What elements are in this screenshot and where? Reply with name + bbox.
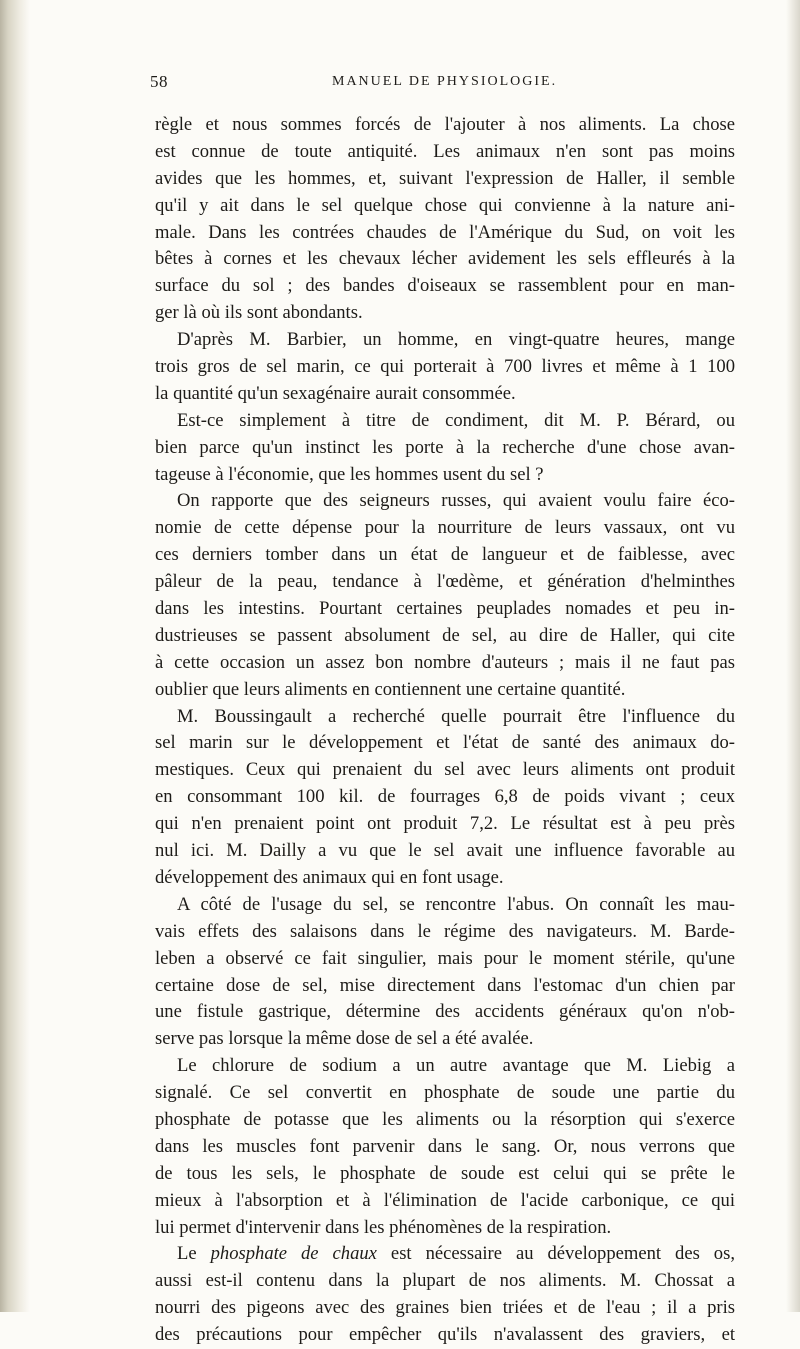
text-line: Est-ce simplement à titre de condiment, dit M. P. Bérard, ou [177, 409, 735, 431]
text-line: ces derniers tomber dans un état de langueur et de faiblesse, avec [155, 544, 735, 566]
text-line: nomie de cette dépense pour la nourriture de leurs vassaux, ont vu [155, 517, 735, 539]
text-line: lui permet d'intervenir dans les phénomènes de la respiration. [155, 1216, 612, 1238]
text-line: à cette occasion un assez bon nombre d'auteurs ; mais il ne faut pas [155, 651, 735, 673]
running-title: MANUEL DE PHYSIOLOGIE. [332, 74, 558, 89]
text-line: leben a observé ce fait singulier, mais pour le moment stérile, qu'une [155, 947, 735, 969]
text-line: aussi est-il contenu dans la plupart de nos aliments. M. Chossat a [155, 1270, 735, 1292]
text-line: des précautions pour empêcher qu'ils n'avalassent des graviers, et [155, 1324, 735, 1346]
text-line: sel marin sur le développement et l'état de santé des animaux do- [155, 732, 735, 754]
text-line: Le phosphate de chaux est nécessaire au développement des os, [177, 1243, 735, 1265]
text-line: ger là où ils sont abondants. [155, 302, 363, 324]
text-line: de tous les sels, le phosphate de soude est celui qui se prête le [155, 1162, 735, 1184]
text-line: bien parce qu'un instinct les porte à la recherche d'une chose avan- [155, 436, 735, 458]
text-line: développement des animaux qui en font usage. [155, 866, 504, 888]
text-line: bêtes à cornes et les chevaux lécher avidement les sels effleurés à la [155, 248, 735, 270]
text-line: serve pas lorsque la même dose de sel a été avalée. [155, 1028, 534, 1050]
text-line: vais effets des salaisons dans le régime des navigateurs. M. Barde- [155, 920, 735, 942]
text-line: mestiques. Ceux qui prenaient du sel avec leurs aliments ont produit [155, 759, 735, 781]
text-line: Le chlorure de sodium a un autre avantage que M. Liebig a [177, 1055, 735, 1077]
text-line: pâleur de la peau, tendance à l'œdème, et génération d'helminthes [155, 571, 735, 593]
text-line: mieux à l'absorption et à l'élimination de l'acide carbonique, ce qui [155, 1189, 735, 1211]
text-line: qui n'en prenaient point ont produit 7,2. Le résultat est à peu près [155, 813, 735, 835]
text-line: M. Boussingault a recherché quelle pourrait être l'influence du [177, 705, 735, 727]
text-line: trois gros de sel marin, ce qui porterait à 700 livres et même à 1 100 [155, 356, 735, 378]
text-line: male. Dans les contrées chaudes de l'Amérique du Sud, on voit les [155, 221, 735, 243]
text-line: certaine dose de sel, mise directement dans l'estomac d'un chien par [155, 974, 735, 996]
text-line: On rapporte que des seigneurs russes, qui avaient voulu faire éco- [177, 490, 735, 512]
text-line: la quantité qu'un sexagénaire aurait consommée. [155, 382, 516, 404]
text-line: signalé. Ce sel convertit en phosphate de soude une partie du [155, 1082, 735, 1104]
text-line: est connue de toute antiquité. Les animaux n'en sont pas moins [155, 140, 735, 162]
text-line: règle et nous sommes forcés de l'ajouter à nos aliments. La chose [155, 114, 735, 135]
running-head [150, 72, 740, 96]
text-line: oublier que leurs aliments en contiennent une certaine quantité. [155, 678, 626, 700]
italic-term: phosphate de chaux [210, 1243, 377, 1265]
text-line: tageuse à l'économie, que les hommes usent du sel ? [155, 463, 544, 485]
text-line: nourri des pigeons avec des graines bien triées et de l'eau ; il a pris [155, 1297, 735, 1319]
text-line: dans les intestins. Pourtant certaines peuplades nomades et peu in- [155, 598, 735, 620]
text-line: dustrieuses se passent absolument de sel, au dire de Haller, qui cite [155, 624, 735, 646]
text-line: dans les muscles font parvenir dans le sang. Or, nous verrons que [155, 1135, 735, 1157]
text-line: avides que les hommes, et, suivant l'expression de Haller, il semble [155, 167, 735, 189]
text-line: A côté de l'usage du sel, se rencontre l'abus. On connaît les mau- [177, 893, 735, 915]
text-line: D'après M. Barbier, un homme, en vingt-quatre heures, mange [177, 329, 735, 351]
body-text [155, 112, 735, 1349]
text-line: phosphate de potasse que les aliments ou la résorption qui s'exerce [155, 1108, 735, 1130]
text-line: nul ici. M. Dailly a vu que le sel avait une influence favorable au [155, 840, 735, 862]
text-line: en consommant 100 kil. de fourrages 6,8 de poids vivant ; ceux [155, 786, 735, 808]
page-number: 58 [150, 72, 168, 91]
text-line: qu'il y ait dans le sel quelque chose qui convienne à la nature ani- [155, 194, 735, 216]
text-line: surface du sol ; des bandes d'oiseaux se rassemblent pour en man- [155, 275, 735, 297]
text-line: une fistule gastrique, détermine des accidents généraux qu'on n'ob- [155, 1001, 735, 1023]
